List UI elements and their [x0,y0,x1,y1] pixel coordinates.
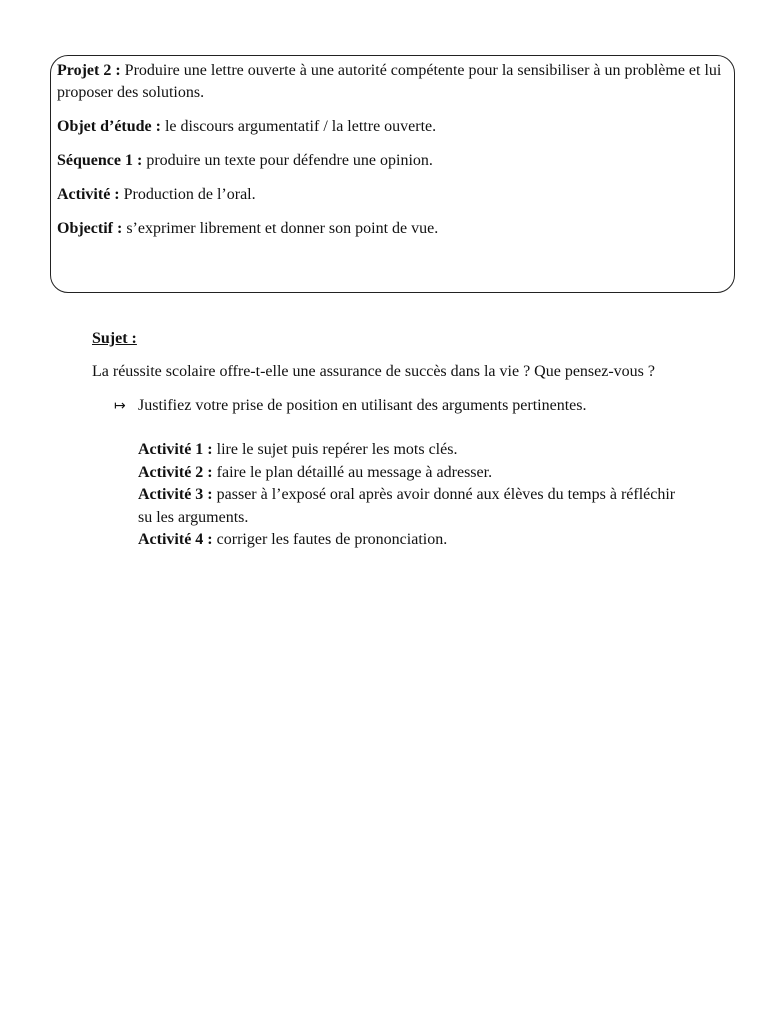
sequence-line [57,150,728,172]
projet-label: Projet 2 : [57,62,121,79]
objectif-label: Objectif : [57,220,123,237]
activite-label: Activité : [57,186,120,203]
activity-text: passer à l’exposé oral après avoir donné aux élèves du temps à réfléchir su les arguments. [138,486,676,526]
projet-line [57,60,728,104]
lesson-header-box [50,55,735,293]
activity-label: Activité 2 : [138,463,213,481]
instruction-text: Justifiez votre prise de position en utilisant des arguments pertinentes. [138,397,587,414]
instruction-item [92,395,682,417]
activity-label: Activité 4 : [138,531,213,548]
activity-item-3 [138,484,682,529]
activity-item-4 [138,529,682,552]
activite-line [57,184,728,206]
activity-item-2 [138,462,682,485]
projet-text: Produire une lettre ouverte à une autorité compétente pour la sensibiliser à un problème et lui proposer des solutions. [57,62,722,101]
objectif-line [57,218,728,240]
activite-text: Production de l’oral. [123,186,256,203]
activity-text: faire le plan détaillé au message à adresser. [216,463,493,481]
objet-line [57,116,728,138]
objet-label: Objet d’étude : [57,118,161,135]
subject-section [92,328,682,552]
activity-text: corriger les fautes de prononciation. [216,531,448,548]
activity-item-1 [138,439,682,462]
maps-to-arrow-icon: ↦ [114,398,126,414]
activities-list [92,439,682,552]
subject-title: Sujet : [92,330,137,347]
activity-text: lire le sujet puis repérer les mots clés. [216,441,458,458]
sequence-text: produire un texte pour défendre une opinion. [146,152,433,169]
sequence-label: Séquence 1 : [57,152,143,169]
activity-label: Activité 3 : [138,486,213,503]
activity-label: Activité 1 : [138,441,213,458]
subject-question: La réussite scolaire offre-t-elle une assurance de succès dans la vie ? Que pensez-vous ? [92,363,656,380]
objectif-text: s’exprimer librement et donner son point de vue. [126,220,439,237]
objet-text: le discours argumentatif / la lettre ouverte. [164,118,437,135]
